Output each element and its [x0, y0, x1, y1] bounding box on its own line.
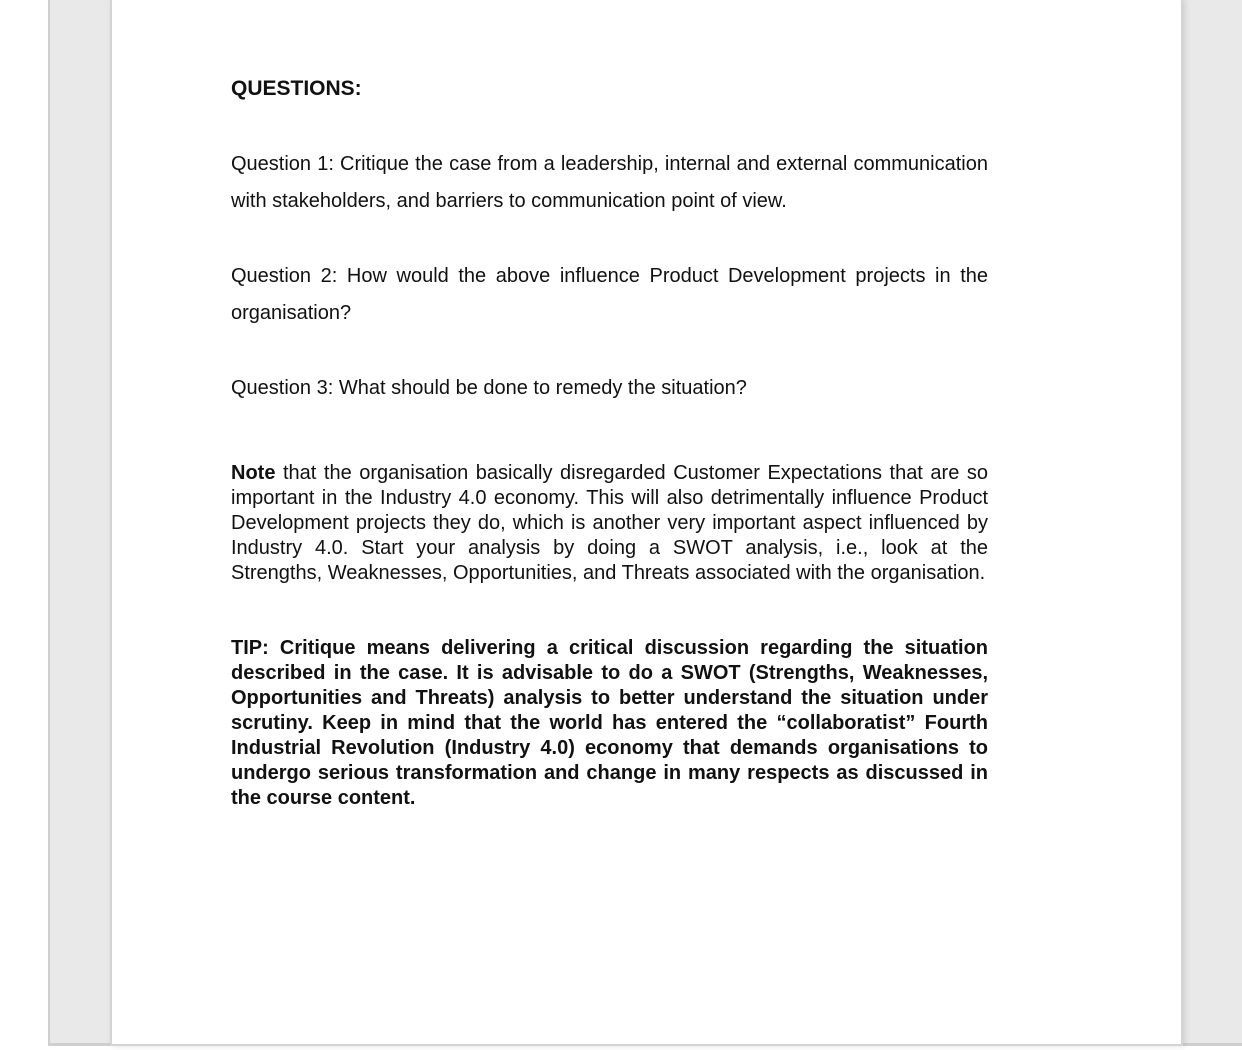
question-3: Question 3: What should be done to remedy the situation?	[231, 377, 747, 399]
note-text: that the organisation basically disregarded Customer Expectations that are so important in the Industry 4.0 economy. This will also detrimentally influence Product Development projects they do, which is another very important aspect influenced by Industry 4.0. Start your analysis by doing a SWOT analysis, i.e., look at the Strengths, Weaknesses, Opportunities, and Threats associated with the organisation.	[231, 462, 988, 584]
tip-paragraph: TIP: Critique means delivering a critical discussion regarding the situation described in the case. It is advisable to do a SWOT (Strengths, Weaknesses, Opportunities and Threats) analysis to better understand the situation under scrutiny. Keep in mind that the world has entered the “collaboratist” Fourth Industrial Revolution (Industry 4.0) economy that demands organisations to undergo serious transformation and change in many respects as discussed in the course content.	[231, 637, 988, 809]
document-page	[110, 0, 1183, 1046]
question-2: Question 2: How would the above influence Product Development projects in the organisation?	[231, 265, 988, 324]
note-paragraph	[231, 461, 988, 586]
question-1: Question 1: Critique the case from a leadership, internal and external communication with stakeholders, and barriers to communication point of view.	[231, 153, 988, 212]
questions-heading: QUESTIONS:	[231, 77, 362, 100]
document-viewer[interactable]	[48, 0, 1242, 1046]
page-content	[231, 74, 988, 811]
note-label: Note	[231, 462, 276, 484]
